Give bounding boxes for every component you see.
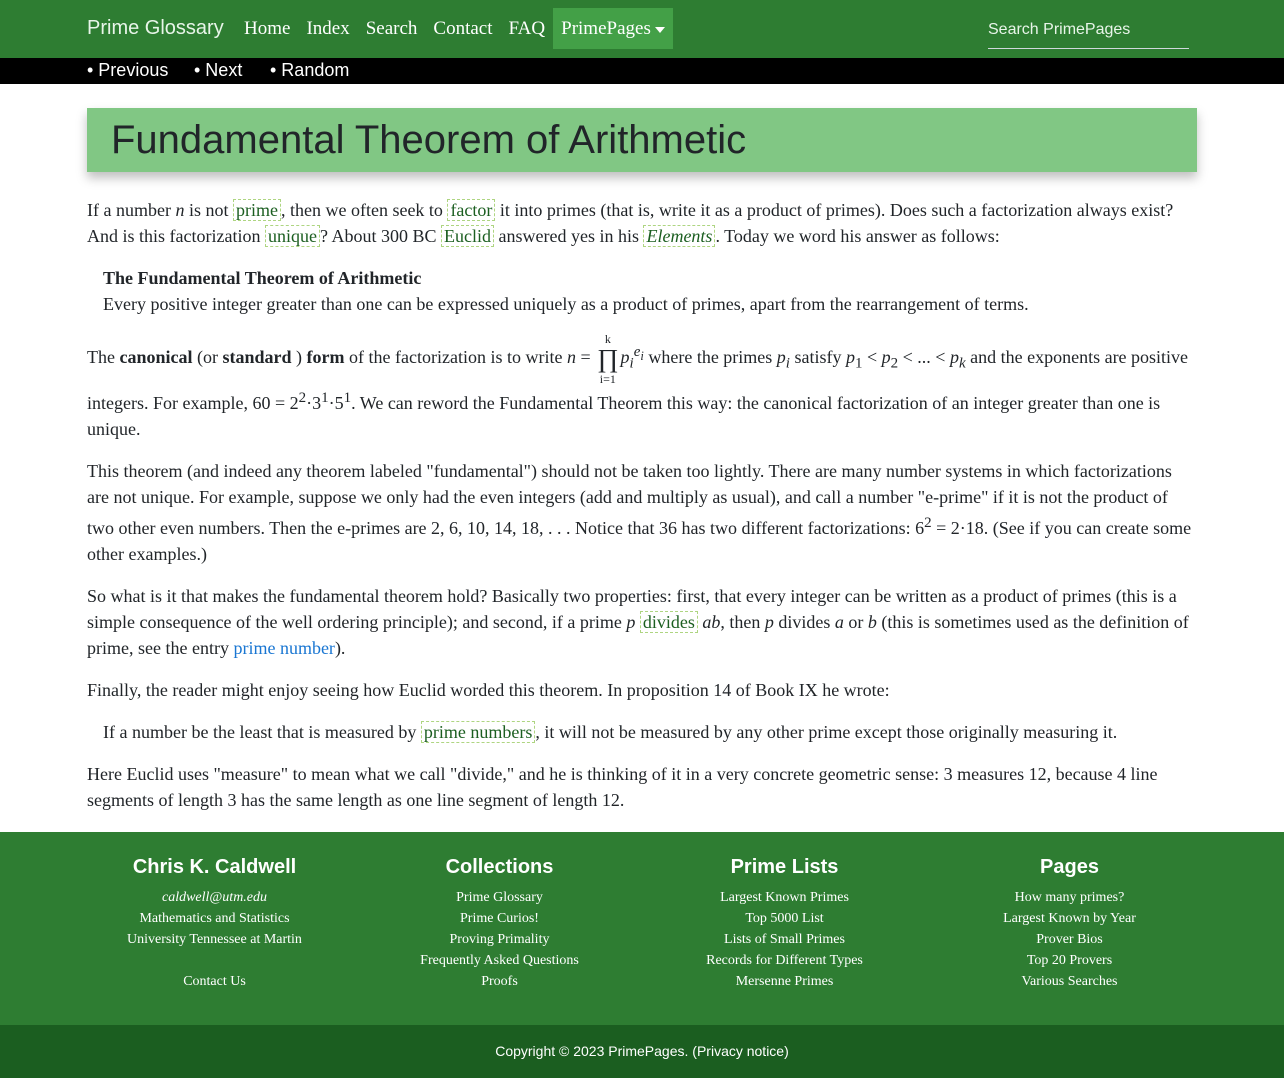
footer-col-pages <box>927 856 1212 992</box>
nav-links <box>236 8 673 49</box>
random-link[interactable]: • Random <box>270 60 350 80</box>
footer-col-title: Pages <box>1040 856 1099 878</box>
footer-col-author <box>72 856 357 992</box>
copyright-close: ) <box>784 1043 789 1059</box>
footer-link[interactable]: Proofs <box>481 974 518 989</box>
contact-us-link[interactable]: Contact Us <box>183 974 246 989</box>
footer-item: University Tennessee at Martin <box>127 932 302 947</box>
nav-search[interactable]: Search <box>365 18 418 39</box>
canonical-paragraph: The canonical (or standard ) form of the factorization is to write n = k ∏ i=1 $p_i^{e_i}$ where the primes $p_i$ satisfy $p_1 < p_2$ < ... < $p_k$ and the exponents are positive integers. For example, $60 = 2^2\cdot 3^1\cdot 5^1$. We can reword the Fundamental Theorem this way: the canonical factorization of an integer greater than one is unique. <box>87 332 1189 439</box>
product-formula: k ∏ i=1 <box>597 332 619 386</box>
primepages-dropdown[interactable] <box>553 8 673 49</box>
footer-link[interactable]: Lists of Small Primes <box>724 932 845 947</box>
euclid-quote-end: , it will not be measured by any other prime except those originally measuring it. <box>535 722 1118 742</box>
footer <box>0 832 1284 1026</box>
footer-col-title: Prime Lists <box>730 856 839 878</box>
chevron-down-icon <box>655 27 665 33</box>
footer-link[interactable]: Prime Glossary <box>456 890 543 905</box>
footer-link[interactable]: Frequently Asked Questions <box>420 953 579 968</box>
title-banner <box>87 108 1197 172</box>
primepages-dropdown-label: PrimePages <box>561 18 651 39</box>
previous-link[interactable]: • Previous <box>87 60 169 80</box>
footer-link[interactable]: Largest Known by Year <box>1003 911 1136 926</box>
glossary-link-euclid[interactable]: Euclid <box>441 225 494 247</box>
glossary-link-elements[interactable]: Elements <box>643 225 715 247</box>
nav-home[interactable]: Home <box>244 18 291 39</box>
intro-paragraph: If a number n is not prime , then we often seek to factor it into primes (that is, write it as a product of primes). Does such a factorization always exist? And is this factorization unique ? About 300 BC Euclid answered yes in his Elements . Today we word his answer as follows: <box>87 200 1174 246</box>
copyright-text: Copyright © 2023 PrimePages. ( <box>495 1043 697 1059</box>
nav-faq[interactable]: FAQ <box>508 18 546 39</box>
prime-number-link[interactable]: prime number <box>233 638 335 658</box>
footer-col-prime-lists <box>642 856 927 992</box>
footer-link[interactable]: Prime Curios! <box>460 911 539 926</box>
top-navbar <box>0 0 1284 58</box>
footer-spacer <box>72 950 357 971</box>
footer-link[interactable]: Top 5000 List <box>745 911 824 926</box>
footer-link[interactable]: Prover Bios <box>1036 932 1103 947</box>
footer-link[interactable]: Various Searches <box>1021 974 1118 989</box>
measure-paragraph: Here Euclid uses "measure" to mean what we call "divide," and he is thinking of it in a very concrete geometric sense: 3 measures 12, because 4 line segments of length 3 has the same length as one line segment of length 12. <box>87 764 1158 810</box>
glossary-link-prime[interactable]: prime <box>233 199 281 221</box>
next-link[interactable]: • Next <box>194 60 243 80</box>
euclid-quote-start: If a number be the least that is measured by <box>103 722 421 742</box>
glossary-link-prime-numbers[interactable]: prime numbers <box>421 721 535 743</box>
footer-col-title: Collections <box>445 856 554 878</box>
footer-link[interactable]: Proving Primality <box>449 932 550 947</box>
page-title: Fundamental Theorem of Arithmetic <box>111 118 747 162</box>
footer-item: Mathematics and Statistics <box>139 911 290 926</box>
glossary-link-factor[interactable]: factor <box>447 199 495 221</box>
brand-link[interactable]: Prime Glossary <box>87 17 224 39</box>
author-email-link[interactable]: caldwell@utm.edu <box>161 890 268 905</box>
euclid-quote <box>87 719 1197 745</box>
nav-contact[interactable]: Contact <box>433 18 493 39</box>
theorem-block <box>87 265 1197 317</box>
eprime-paragraph: This theorem (and indeed any theorem labeled "fundamental") should not be taken too lightly. There are many number systems in which factorizations are not unique. For example, suppose we only had the even integers (add and multiply as usual), and call a number "e-prime" if it is not the product of two other even numbers. Then the e-primes are 2, 6, 10, 14, 18, . . . Notice that 36 has two different factorizations: $6^2 = 2\cdot 18$. (See if you can create some other examples.) <box>87 461 1192 564</box>
finally-paragraph: Finally, the reader might enjoy seeing how Euclid worded this theorem. In proposition 14 of Book IX he wrote: <box>87 680 890 700</box>
article-body <box>87 197 1197 829</box>
glossary-link-divides[interactable]: divides <box>640 611 698 633</box>
privacy-notice-link[interactable]: Privacy notice <box>696 1043 785 1059</box>
theorem-text: Every positive integer greater than one can be expressed uniquely as a product of primes, apart from the rearrangement of terms. <box>103 294 1029 314</box>
nav-index[interactable]: Index <box>306 18 350 39</box>
search-input[interactable] <box>988 12 1189 49</box>
glossary-link-unique[interactable]: unique <box>265 225 320 247</box>
footer-link[interactable]: How many primes? <box>1014 890 1125 905</box>
footer-col-collections <box>357 856 642 992</box>
properties-paragraph: So what is it that makes the fundamental theorem hold? Basically two properties: first, that every integer can be written as a product of primes (this is a simple consequence of the well ordering principle); and second, if a prime p divides ab, then p divides a or b (this is sometimes used as the definition of prime, see the entry prime number). <box>87 586 1189 658</box>
footer-col-title: Chris K. Caldwell <box>132 856 297 878</box>
copyright-bar <box>0 1025 1284 1078</box>
sub-navbar <box>0 58 1284 84</box>
footer-link[interactable]: Top 20 Provers <box>1026 953 1113 968</box>
theorem-title: The Fundamental Theorem of Arithmetic <box>103 268 422 288</box>
footer-link[interactable]: Largest Known Primes <box>720 890 849 905</box>
footer-link[interactable]: Mersenne Primes <box>735 974 834 989</box>
footer-link[interactable]: Records for Different Types <box>706 953 863 968</box>
